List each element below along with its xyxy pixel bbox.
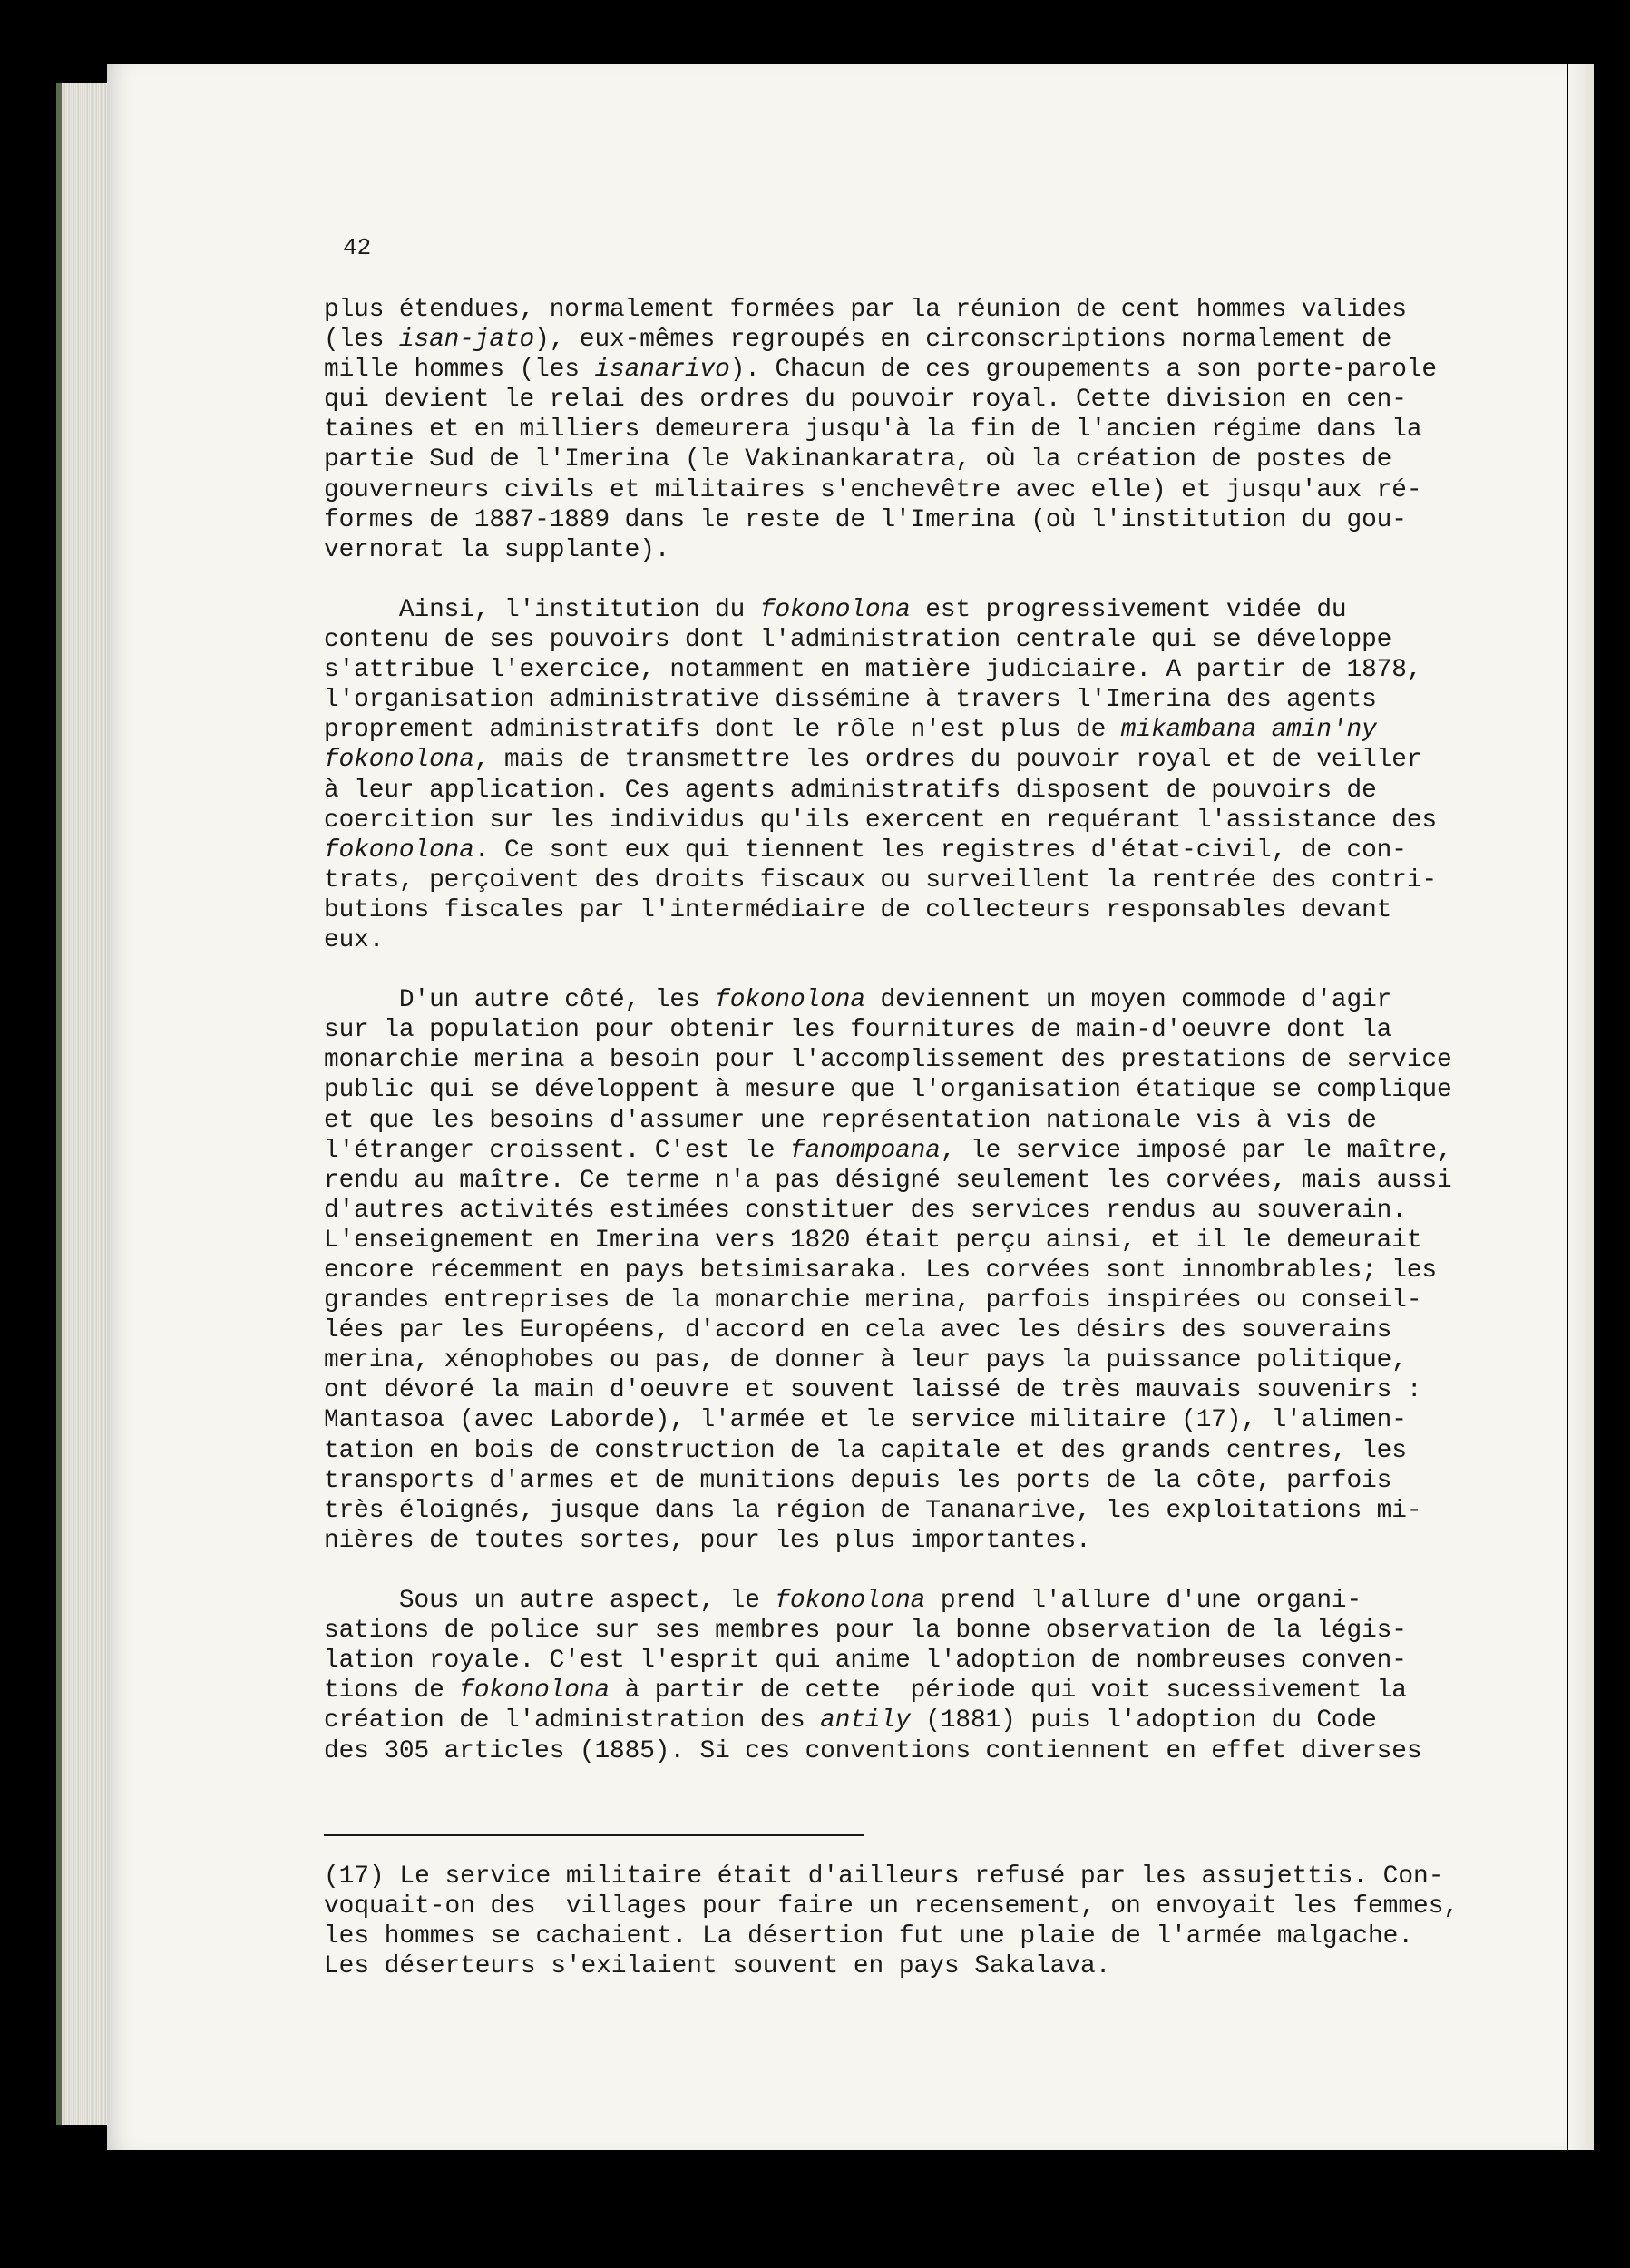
text-line <box>324 1045 1458 1075</box>
text-run: taines et en milliers demeurera jusqu'à la fin de l'ancien régime dans la <box>324 415 1422 445</box>
text-line <box>324 625 1458 655</box>
text-run: et que les besoins d'assumer une représentation nationale vis à vis de <box>324 1106 1377 1135</box>
text-line <box>324 1496 1458 1526</box>
text-run: Sous un autre aspect, le <box>324 1587 776 1616</box>
text-line <box>324 1405 1458 1435</box>
text-run: , mais de transmettre les ordres du pouvoir royal et de veiller <box>473 746 1422 775</box>
italic-term: fanompoana <box>790 1136 941 1165</box>
text-run: l'organisation administrative dissémine à travers l'Imerina des agents <box>324 686 1377 715</box>
text-line <box>324 1951 1458 1981</box>
text-run: monarchie merina a besoin pour l'accomplissement des prestations de service <box>324 1046 1452 1075</box>
text-line <box>324 445 1458 474</box>
text-run: création de l'administration des <box>324 1706 821 1735</box>
text-line <box>324 1736 1458 1766</box>
text-line <box>324 865 1458 895</box>
text-line <box>324 1466 1458 1496</box>
text-run: tation en bois de construction de la capitale et des grands centres, les <box>324 1436 1407 1465</box>
italic-term: isan-jato <box>398 326 535 355</box>
text-line <box>324 1315 1458 1345</box>
text-line <box>324 355 1458 385</box>
italic-term: fokonolona <box>459 1677 610 1706</box>
paragraph <box>324 985 1458 1556</box>
body-text <box>324 295 1458 1796</box>
italic-term: fokonolona <box>759 595 911 624</box>
text-run: partie Sud de l'Imerina (le Vakinankaratra, où la création de postes de <box>324 445 1392 474</box>
text-line <box>324 1676 1458 1706</box>
text-line <box>324 1921 1458 1951</box>
text-run: lation royale. C'est l'esprit qui anime l'adoption de nombreuses conven- <box>324 1647 1407 1676</box>
text-line <box>324 745 1458 775</box>
text-run: deviennent un moyen commode d'agir <box>864 986 1392 1015</box>
text-run: coercition sur les individus qu'ils exercent en requérant l'assistance des <box>324 806 1437 835</box>
footnote <box>324 1862 1458 1981</box>
text-run: d'autres activités estimées constituer des services rendus au souverain. <box>324 1196 1407 1225</box>
text-line <box>324 1706 1458 1735</box>
text-run: Ainsi, l'institution du <box>324 595 760 624</box>
text-line <box>324 1106 1458 1136</box>
text-run: rendu au maître. Ce terme n'a pas désigné seulement les corvées, mais aussi <box>324 1166 1452 1195</box>
text-line <box>324 1892 1458 1921</box>
text-line <box>324 505 1458 535</box>
text-line <box>324 1166 1458 1196</box>
text-run: qui devient le relai des ordres du pouvoir royal. Cette division en cen- <box>324 386 1407 415</box>
italic-term: isanarivo <box>594 356 730 385</box>
text-line <box>324 1375 1458 1405</box>
text-line <box>324 715 1458 745</box>
text-line <box>324 295 1458 325</box>
text-run: très éloignés, jusque dans la région de Tananarive, les exploitations mi- <box>324 1496 1422 1525</box>
text-run: , le service imposé par le maître, <box>940 1136 1452 1165</box>
text-run: ), eux-mêmes regroupés en circonscriptions normalement de <box>534 326 1392 355</box>
text-run: nières de toutes sortes, pour les plus importantes. <box>324 1526 1091 1555</box>
text-line <box>324 1286 1458 1315</box>
text-line <box>324 1345 1458 1375</box>
text-run: les hommes se cachaient. La désertion fut une plaie de l'armée malgache. <box>324 1922 1414 1951</box>
text-line <box>324 1586 1458 1616</box>
text-run: transports d'armes et de munitions depuis les ports de la côte, parfois <box>324 1466 1392 1495</box>
text-run: sur la population pour obtenir les fournitures de main-d'oeuvre dont la <box>324 1016 1392 1045</box>
italic-term: fokonolona <box>324 746 474 775</box>
text-run: contenu de ses pouvoirs dont l'administration centrale qui se développe <box>324 626 1392 655</box>
text-run: Les déserteurs s'exilaient souvent en pays Sakalava. <box>324 1952 1111 1981</box>
text-run: eux. <box>324 925 385 954</box>
text-run: à partir de cette période qui voit sucessivement la <box>610 1677 1407 1706</box>
text-run: plus étendues, normalement formées par la réunion de cent hommes valides <box>324 296 1407 324</box>
text-run: des 305 articles (1885). Si ces conventions contiennent en effet diverses <box>324 1736 1422 1765</box>
text-line <box>324 836 1458 865</box>
text-line <box>324 1526 1458 1556</box>
text-run: sations de police sur ses membres pour la bonne observation de la légis- <box>324 1617 1407 1646</box>
text-run: encore récemment en pays betsimisaraka. Les corvées sont innombrables; les <box>324 1256 1437 1285</box>
text-line <box>324 1075 1458 1105</box>
italic-term: mikambana amin'ny <box>1120 716 1377 745</box>
text-line <box>324 1862 1458 1892</box>
text-line <box>324 1196 1458 1226</box>
text-line <box>324 685 1458 715</box>
text-line <box>324 325 1458 355</box>
text-run: proprement administratifs dont le rôle n'est plus de <box>324 716 1121 745</box>
text-line <box>324 1616 1458 1646</box>
text-line <box>324 1136 1458 1166</box>
text-line <box>324 895 1458 925</box>
text-line <box>324 655 1458 685</box>
paragraph <box>324 595 1458 955</box>
text-line <box>324 1436 1458 1466</box>
text-run: merina, xénophobes ou pas, de donner à leur pays la puissance politique, <box>324 1346 1407 1375</box>
text-run: ). Chacun de ces groupements a son porte-parole <box>729 356 1438 385</box>
text-line <box>324 1015 1458 1045</box>
italic-term: fokonolona <box>715 986 865 1015</box>
paragraph <box>324 1586 1458 1766</box>
text-run: butions fiscales par l'intermédiaire de collecteurs responsables devant <box>324 895 1392 924</box>
text-line <box>324 925 1458 955</box>
text-run: public qui se développent à mesure que l'organisation étatique se complique <box>324 1076 1452 1105</box>
text-run: (les <box>324 326 399 355</box>
text-line <box>324 1646 1458 1676</box>
text-run: prend l'allure d'une organi- <box>925 1587 1362 1616</box>
page-number: 42 <box>343 234 372 261</box>
text-run: à leur application. Ces agents administratifs disposent de pouvoirs de <box>324 776 1377 805</box>
text-line <box>324 776 1458 806</box>
text-run: ont dévoré la main d'oeuvre et souvent laissé de très mauvais souvenirs : <box>324 1376 1422 1405</box>
text-run: grandes entreprises de la monarchie merina, parfois inspirées ou conseil- <box>324 1286 1422 1315</box>
text-run: s'attribue l'exercice, notamment en matière judiciaire. A partir de 1878, <box>324 656 1422 685</box>
text-line <box>324 475 1458 505</box>
italic-term: fokonolona <box>324 836 474 865</box>
text-line <box>324 985 1458 1015</box>
text-run: (1881) puis l'adoption du Code <box>910 1706 1377 1735</box>
footnote-separator <box>324 1834 864 1836</box>
text-run: formes de 1887-1889 dans le reste de l'Imerina (où l'institution du gou- <box>324 505 1407 534</box>
paragraph <box>324 295 1458 565</box>
text-run: (17) Le service militaire était d'ailleurs refusé par les assujettis. Con- <box>324 1862 1444 1891</box>
text-run: L'enseignement en Imerina vers 1820 était perçu ainsi, et il le demeurait <box>324 1226 1422 1255</box>
text-run: mille hommes (les <box>324 356 595 385</box>
italic-term: antily <box>820 1706 911 1735</box>
text-run: trats, perçoivent des droits fiscaux ou surveillent la rentrée des contri- <box>324 865 1437 894</box>
scan-mark <box>27 1765 36 1774</box>
text-run: . Ce sont eux qui tiennent les registres d'état-civil, de con- <box>473 836 1407 865</box>
text-run: est progressivement vidée du <box>910 595 1347 624</box>
text-line <box>324 806 1458 836</box>
text-line <box>324 1256 1458 1286</box>
text-run: gouverneurs civils et militaires s'enchevêtre avec elle) et jusqu'aux ré- <box>324 475 1422 504</box>
text-run: D'un autre côté, les <box>324 986 716 1015</box>
text-line <box>324 595 1458 625</box>
text-line <box>324 535 1458 565</box>
italic-term: fokonolona <box>775 1587 926 1616</box>
text-run: voquait-on des villages pour faire un recensement, on envoyait les femmes, <box>324 1892 1459 1921</box>
text-run: tions de <box>324 1677 460 1706</box>
text-run: l'étranger croissent. C'est le <box>324 1136 791 1165</box>
text-run: Mantasoa (avec Laborde), l'armée et le service militaire (17), l'alimen- <box>324 1406 1407 1435</box>
text-line <box>324 1226 1458 1256</box>
text-line <box>324 385 1458 415</box>
text-line <box>324 415 1458 445</box>
text-run: vernorat la supplante). <box>324 535 670 564</box>
page-right-edge <box>1568 64 1594 2150</box>
text-run: lées par les Européens, d'accord en cela avec les désirs des souverains <box>324 1316 1392 1345</box>
